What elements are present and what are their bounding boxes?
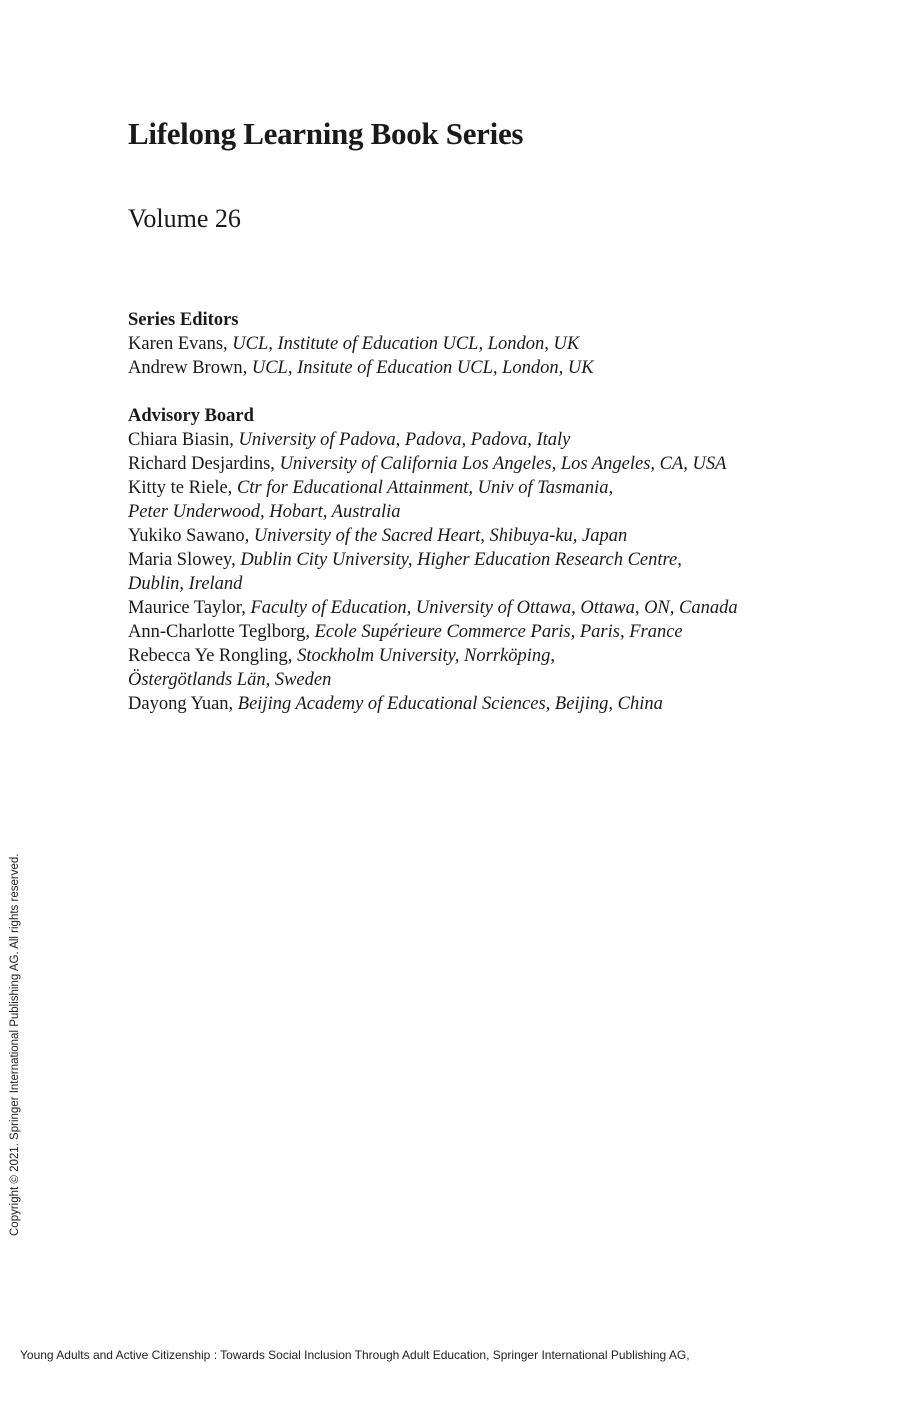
board-member-affiliation: Faculty of Education, University of Ottawa, Ottawa, ON, Canada xyxy=(250,598,738,618)
board-entry-continuation xyxy=(128,668,738,692)
board-member-name: Dayong Yuan, xyxy=(128,694,238,714)
board-member-affiliation: Östergötlands Län, Sweden xyxy=(128,670,332,690)
series-editors-section xyxy=(128,308,594,380)
editor-name: Karen Evans, xyxy=(128,334,233,354)
board-member-affiliation: University of Padova, Padova, Padova, Italy xyxy=(238,430,571,450)
board-member-name: Ann-Charlotte Teglborg, xyxy=(128,622,315,642)
board-entry xyxy=(128,476,738,500)
board-member-affiliation: Dublin City University, Higher Education Research Centre, xyxy=(240,550,682,570)
board-member-name: Maurice Taylor, xyxy=(128,598,251,618)
editor-name: Andrew Brown, xyxy=(128,358,252,378)
board-member-name: Kitty te Riele, xyxy=(128,478,237,498)
board-entry xyxy=(128,428,738,452)
editor-affiliation: UCL, Insitute of Education UCL, London, UK xyxy=(251,358,594,378)
series-title: Lifelong Learning Book Series xyxy=(128,116,524,151)
board-member-affiliation: Ctr for Educational Attainment, Univ of Tasmania, xyxy=(236,478,614,498)
footer-citation: Young Adults and Active Citizenship : Towards Social Inclusion Through Adult Education, Springer International Publishing AG, xyxy=(20,1348,690,1362)
board-member-affiliation: Peter Underwood, Hobart, Australia xyxy=(128,502,401,522)
board-member-name: Yukiko Sawano, xyxy=(128,526,254,546)
board-entry xyxy=(128,692,738,716)
editor-affiliation: UCL, Institute of Education UCL, London, UK xyxy=(232,334,580,354)
board-entry xyxy=(128,452,738,476)
board-entry xyxy=(128,644,738,668)
board-member-affiliation: Stockholm University, Norrköping, xyxy=(297,646,556,666)
board-member-name: Maria Slowey, xyxy=(128,550,241,570)
series-editors-heading: Series Editors xyxy=(128,310,239,330)
board-member-name: Rebecca Ye Rongling, xyxy=(128,646,298,666)
editor-entry xyxy=(128,332,594,356)
board-member-name: Richard Desjardins, xyxy=(128,454,280,474)
board-entry xyxy=(128,524,738,548)
board-entry xyxy=(128,620,738,644)
board-member-affiliation: University of California Los Angeles, Los Angeles, CA, USA xyxy=(279,454,727,474)
board-member-affiliation: Dublin, Ireland xyxy=(128,574,243,594)
advisory-board-heading: Advisory Board xyxy=(128,406,254,426)
board-member-affiliation: Beijing Academy of Educational Sciences, Beijing, China xyxy=(237,694,663,714)
board-entry xyxy=(128,548,738,572)
board-member-affiliation: Ecole Supérieure Commerce Paris, Paris, France xyxy=(314,622,683,642)
board-entry-continuation xyxy=(128,500,738,524)
volume-number: Volume 26 xyxy=(128,204,241,233)
board-entry-continuation xyxy=(128,572,738,596)
board-member-affiliation: University of the Sacred Heart, Shibuya-ku, Japan xyxy=(253,526,628,546)
advisory-board-section xyxy=(128,404,738,716)
editor-entry xyxy=(128,356,594,380)
board-entry xyxy=(128,596,738,620)
side-copyright-notice: Copyright © 2021. Springer International Publishing AG. All rights reserved. xyxy=(9,853,21,1236)
board-member-name: Chiara Biasin, xyxy=(128,430,239,450)
